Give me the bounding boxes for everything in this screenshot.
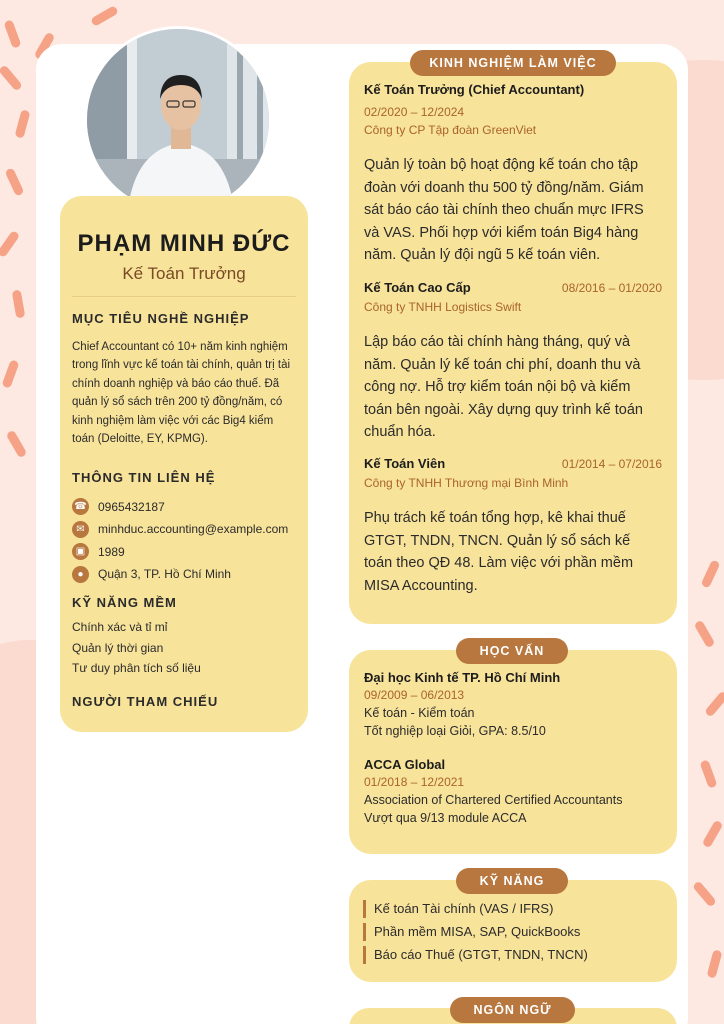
skill-item: Báo cáo Thuế (GTGT, TNDN, TNCN) bbox=[363, 946, 588, 964]
job-entry bbox=[364, 82, 662, 267]
job-company: Công ty CP Tập đoàn GreenViet bbox=[364, 123, 537, 137]
experience-badge: KINH NGHIỆM LÀM VIỆC bbox=[410, 50, 616, 76]
education-note: Tốt nghiệp loại Giỏi, GPA: 8.5/10 bbox=[364, 724, 546, 738]
job-title: Kế Toán Viên bbox=[364, 456, 446, 471]
job-company: Công ty TNHH Logistics Swift bbox=[364, 300, 522, 314]
education-entry bbox=[364, 670, 662, 738]
job-title: Kế Toán Trưởng bbox=[122, 264, 246, 283]
soft-skill-item: Quản lý thời gian bbox=[72, 640, 164, 655]
job-title: Kế Toán Trưởng (Chief Accountant) bbox=[364, 82, 585, 97]
languages-badge: NGÔN NGỮ bbox=[450, 997, 575, 1023]
location-icon: ● bbox=[72, 566, 89, 583]
job-date: 08/2016 – 01/2020 bbox=[561, 281, 662, 295]
education-date: 09/2009 – 06/2013 bbox=[364, 688, 465, 702]
job-title: Kế Toán Cao Cấp bbox=[364, 280, 471, 295]
education-major: Kế toán - Kiểm toán bbox=[364, 706, 475, 720]
job-date: 02/2020 – 12/2024 bbox=[364, 105, 465, 119]
objective-text: Chief Accountant có 10+ năm kinh nghiệm trong lĩnh vực kế toán tài chính, quản trị tài chính doanh nghiệp và báo cáo thuế. Đã quản lý sổ sách trên 200 tỷ đồng/năm, có kinh nghiệm làm việc với các Big4 kiểm toán (Deloitte, EY, KPMG). bbox=[72, 341, 291, 445]
job-entry bbox=[364, 456, 662, 597]
contact-email bbox=[72, 518, 296, 541]
school-name: Đại học Kinh tế TP. Hồ Chí Minh bbox=[364, 670, 561, 685]
divider bbox=[72, 296, 296, 297]
contact-phone bbox=[72, 495, 296, 518]
soft-skills-list bbox=[72, 620, 296, 682]
education-entry bbox=[364, 757, 662, 825]
address-value: Quận 3, TP. Hồ Chí Minh bbox=[98, 567, 231, 582]
contact-heading: THÔNG TIN LIÊN HỆ bbox=[72, 470, 216, 486]
education-major: Association of Chartered Certified Accountants bbox=[364, 793, 623, 807]
soft-skill-item: Tư duy phân tích số liệu bbox=[72, 661, 201, 676]
email-value[interactable]: minhduc.accounting@example.com bbox=[98, 522, 289, 537]
job-date: 01/2014 – 07/2016 bbox=[561, 457, 662, 471]
education-note: Vượt qua 9/13 module ACCA bbox=[364, 811, 527, 825]
objective-heading: MỤC TIÊU NGHỀ NGHIỆP bbox=[72, 311, 250, 326]
soft-skill-item: Chính xác và tỉ mỉ bbox=[72, 620, 168, 635]
email-icon: ✉ bbox=[72, 521, 89, 538]
cake-icon: ▣ bbox=[72, 543, 89, 560]
phone-value[interactable]: 0965432187 bbox=[98, 499, 165, 514]
education-section bbox=[349, 650, 677, 854]
skill-item: Kế toán Tài chính (VAS / IFRS) bbox=[363, 900, 553, 918]
skills-badge: KỸ NĂNG bbox=[456, 868, 568, 894]
experience-section bbox=[349, 62, 677, 624]
full-name: PHẠM MINH ĐỨC bbox=[77, 230, 291, 257]
sidebar-panel bbox=[60, 196, 308, 732]
skill-item: Phần mềm MISA, SAP, QuickBooks bbox=[363, 923, 580, 941]
job-company: Công ty TNHH Thương mại Bình Minh bbox=[364, 476, 569, 490]
contact-birth-year bbox=[72, 540, 296, 563]
profile-photo bbox=[84, 26, 272, 214]
skills-section bbox=[349, 880, 677, 982]
education-badge: HỌC VẤN bbox=[456, 638, 568, 664]
job-description: Quản lý toàn bộ hoạt động kế toán cho tập đoàn với doanh thu 500 tỷ đồng/năm. Giám sát báo cáo tài chính theo chuẩn mực IFRS và VAS. Phối hợp với kiểm toán Big4 hàng năm. Quản lý đội ngũ 5 kế toán viên. bbox=[364, 157, 644, 264]
education-date: 01/2018 – 12/2021 bbox=[364, 775, 465, 789]
job-entry bbox=[364, 280, 662, 444]
school-name: ACCA Global bbox=[364, 757, 446, 772]
birth-year-value: 1989 bbox=[98, 544, 125, 559]
soft-skills-heading: KỸ NĂNG MỀM bbox=[72, 595, 177, 611]
phone-icon: ☎ bbox=[72, 498, 89, 515]
references-heading: NGƯỜI THAM CHIẾU bbox=[72, 693, 219, 709]
contact-list bbox=[72, 495, 296, 585]
job-description: Lập báo cáo tài chính hàng tháng, quý và năm. Quản lý kế toán chi phí, doanh thu và công nợ. Hỗ trợ kiểm toán nội bộ và kiểm toán bên ngoài. Xây dựng quy trình kế toán chuẩn hóa. bbox=[364, 334, 643, 441]
job-description: Phụ trách kế toán tổng hợp, kê khai thuế GTGT, TNDN, TNCN. Quản lý sổ sách kế toán theo QĐ 48. Làm việc với phần mềm MISA Accounting. bbox=[364, 510, 634, 594]
contact-address bbox=[72, 563, 296, 586]
